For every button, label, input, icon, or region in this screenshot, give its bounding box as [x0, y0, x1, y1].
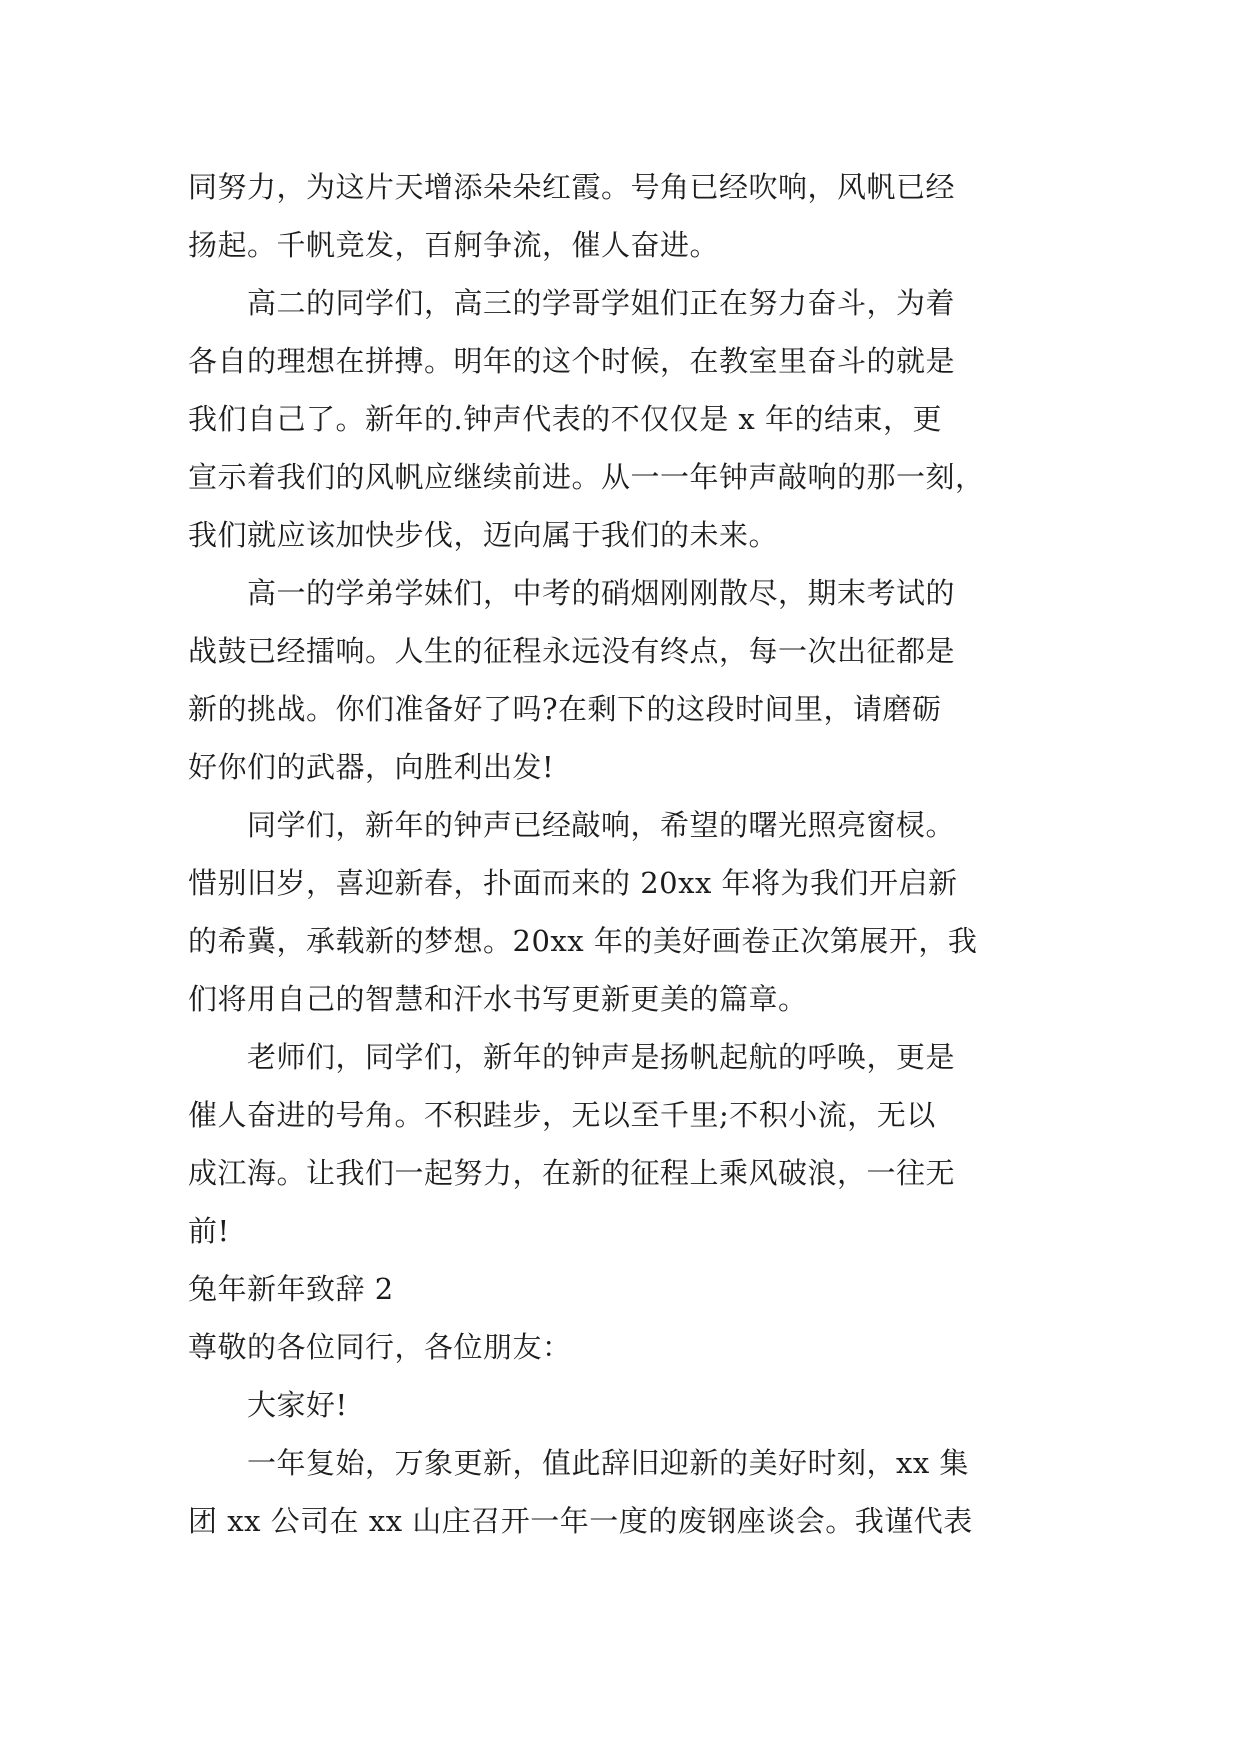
text-line: 前!	[188, 1214, 230, 1248]
text-line: 高一的学弟学妹们，中考的硝烟刚刚散尽，期末考试的	[188, 576, 956, 610]
salutation: 尊敬的各位同行，各位朋友：	[188, 1330, 572, 1364]
text-line: 同努力，为这片天增添朵朵红霞。号角已经吹响，风帆已经	[188, 170, 956, 204]
text-line: 宣示着我们的风帆应继续前进。从一一年钟声敲响的那一刻，	[188, 460, 985, 494]
text-line: 新的挑战。你们准备好了吗?在剩下的这段时间里，请磨砺	[188, 692, 942, 726]
section-heading: 兔年新年致辞 2	[188, 1272, 394, 1306]
text-line: 团 xx 公司在 xx 山庄召开一年一度的废钢座谈会。我谨代表	[188, 1504, 973, 1538]
text-line: 高二的同学们，高三的学哥学姐们正在努力奋斗，为着	[188, 286, 956, 320]
text-line: 一年复始，万象更新，值此辞旧迎新的美好时刻，xx 集	[188, 1446, 969, 1480]
text-line: 我们自己了。新年的.钟声代表的不仅仅是 x 年的结束，更	[188, 402, 943, 436]
text-line: 战鼓已经擂响。人生的征程永远没有终点，每一次出征都是	[188, 634, 956, 668]
text-line: 惜别旧岁，喜迎新春，扑面而来的 20xx 年将为我们开启新	[188, 866, 958, 900]
text-line: 好你们的武器，向胜利出发!	[188, 750, 555, 784]
text-line: 各自的理想在拼搏。明年的这个时候，在教室里奋斗的就是	[188, 344, 956, 378]
text-line: 们将用自己的智慧和汗水书写更新更美的篇章。	[188, 982, 808, 1016]
text-line: 同学们，新年的钟声已经敲响，希望的曙光照亮窗棂。	[188, 808, 956, 842]
body-text	[188, 158, 1068, 1550]
text-line: 成江海。让我们一起努力，在新的征程上乘风破浪，一往无	[188, 1156, 956, 1190]
text-line: 老师们，同学们，新年的钟声是扬帆起航的呼唤，更是	[188, 1040, 956, 1074]
text-line: 扬起。千帆竞发，百舸争流，催人奋进。	[188, 228, 720, 262]
greeting: 大家好!	[188, 1388, 348, 1422]
text-line: 的希冀，承载新的梦想。20xx 年的美好画卷正次第展开，我	[188, 924, 978, 958]
text-line: 催人奋进的号角。不积跬步，无以至千里;不积小流，无以	[188, 1098, 936, 1132]
text-line: 我们就应该加快步伐，迈向属于我们的未来。	[188, 518, 779, 552]
